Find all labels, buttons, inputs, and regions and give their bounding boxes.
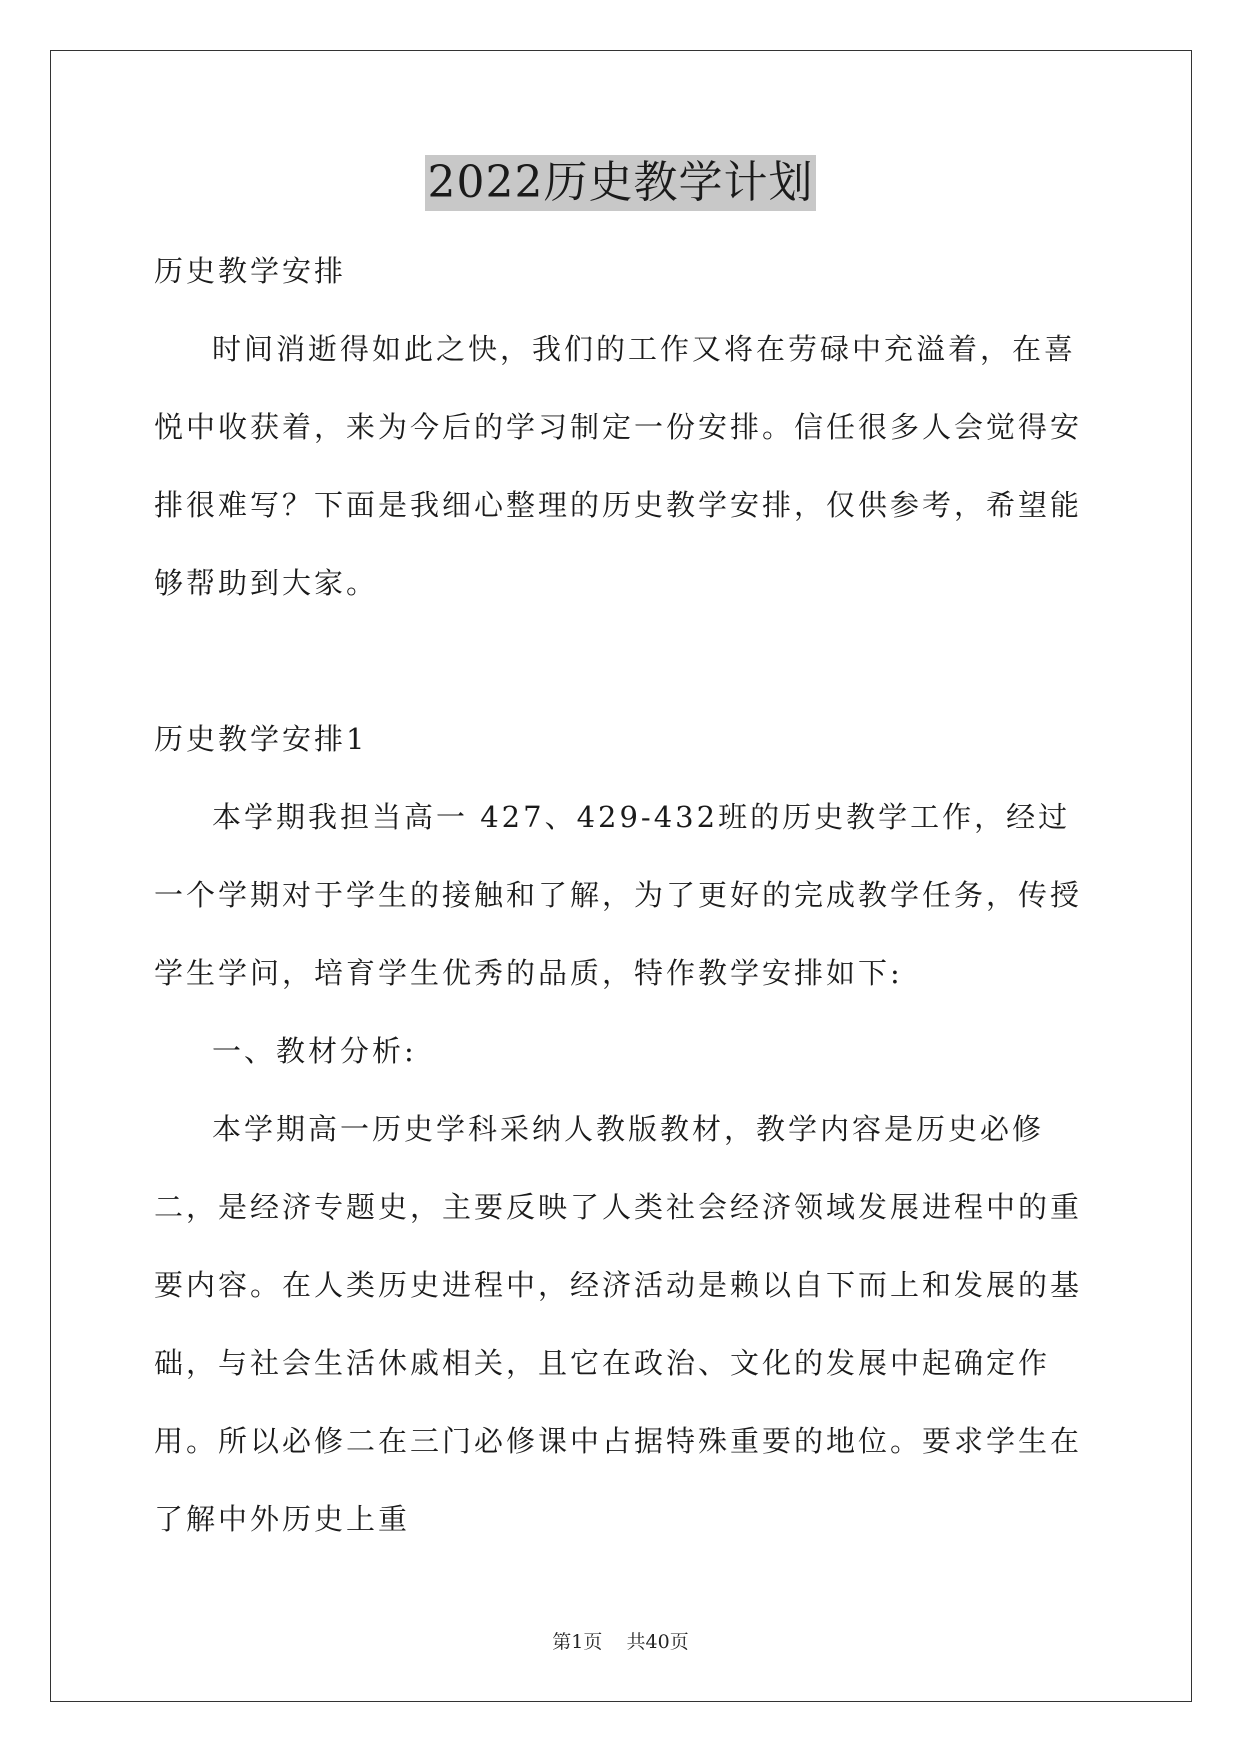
section-heading-1: 历史教学安排1 (154, 722, 368, 756)
document-body (154, 232, 1094, 1558)
body-paragraph: 本学期高一历史学科采纳人教版教材，教学内容是历史必修二，是经济专题史，主要反映了人类社会经济领域发展进程中的重要内容。在人类历史进程中，经济活动是赖以自下而上和发展的基础，与社会生活休戚相关，且它在政治、文化的发展中起确定作用。所以必修二在三门必修课中占据特殊重要的地位。要求学生在了解中外历史上重 (154, 1112, 1083, 1536)
page-label-suffix: 页 (583, 1631, 603, 1653)
title-container (0, 155, 1241, 211)
total-pages: 40 (645, 1631, 670, 1653)
section-heading: 历史教学安排 (154, 254, 347, 288)
total-suffix: 页 (669, 1631, 689, 1653)
page-label-prefix: 第 (552, 1631, 572, 1653)
intro-paragraph: 时间消逝得如此之快，我们的工作又将在劳碌中充溢着，在喜悦中收获着，来为今后的学习制定一份安排。信任很多人会觉得安排很难写？下面是我细心整理的历史教学安排，仅供参考，希望能够帮助到大家。 (154, 332, 1083, 600)
subsection-heading: 一、教材分析: (212, 1034, 417, 1068)
footer-spacer (602, 1631, 626, 1653)
blank-line (154, 622, 1094, 700)
body-paragraph: 本学期我担当高一 427、429-432班的历史教学工作，经过一个学期对于学生的接触和了解，为了更好的完成教学任务，传授学生学问，培育学生优秀的品质，特作教学安排如下: (154, 800, 1083, 990)
page-number: 1 (571, 1631, 584, 1653)
page-footer (0, 1630, 1241, 1654)
total-prefix: 共 (626, 1631, 646, 1653)
document-title: 2022历史教学计划 (425, 155, 817, 211)
